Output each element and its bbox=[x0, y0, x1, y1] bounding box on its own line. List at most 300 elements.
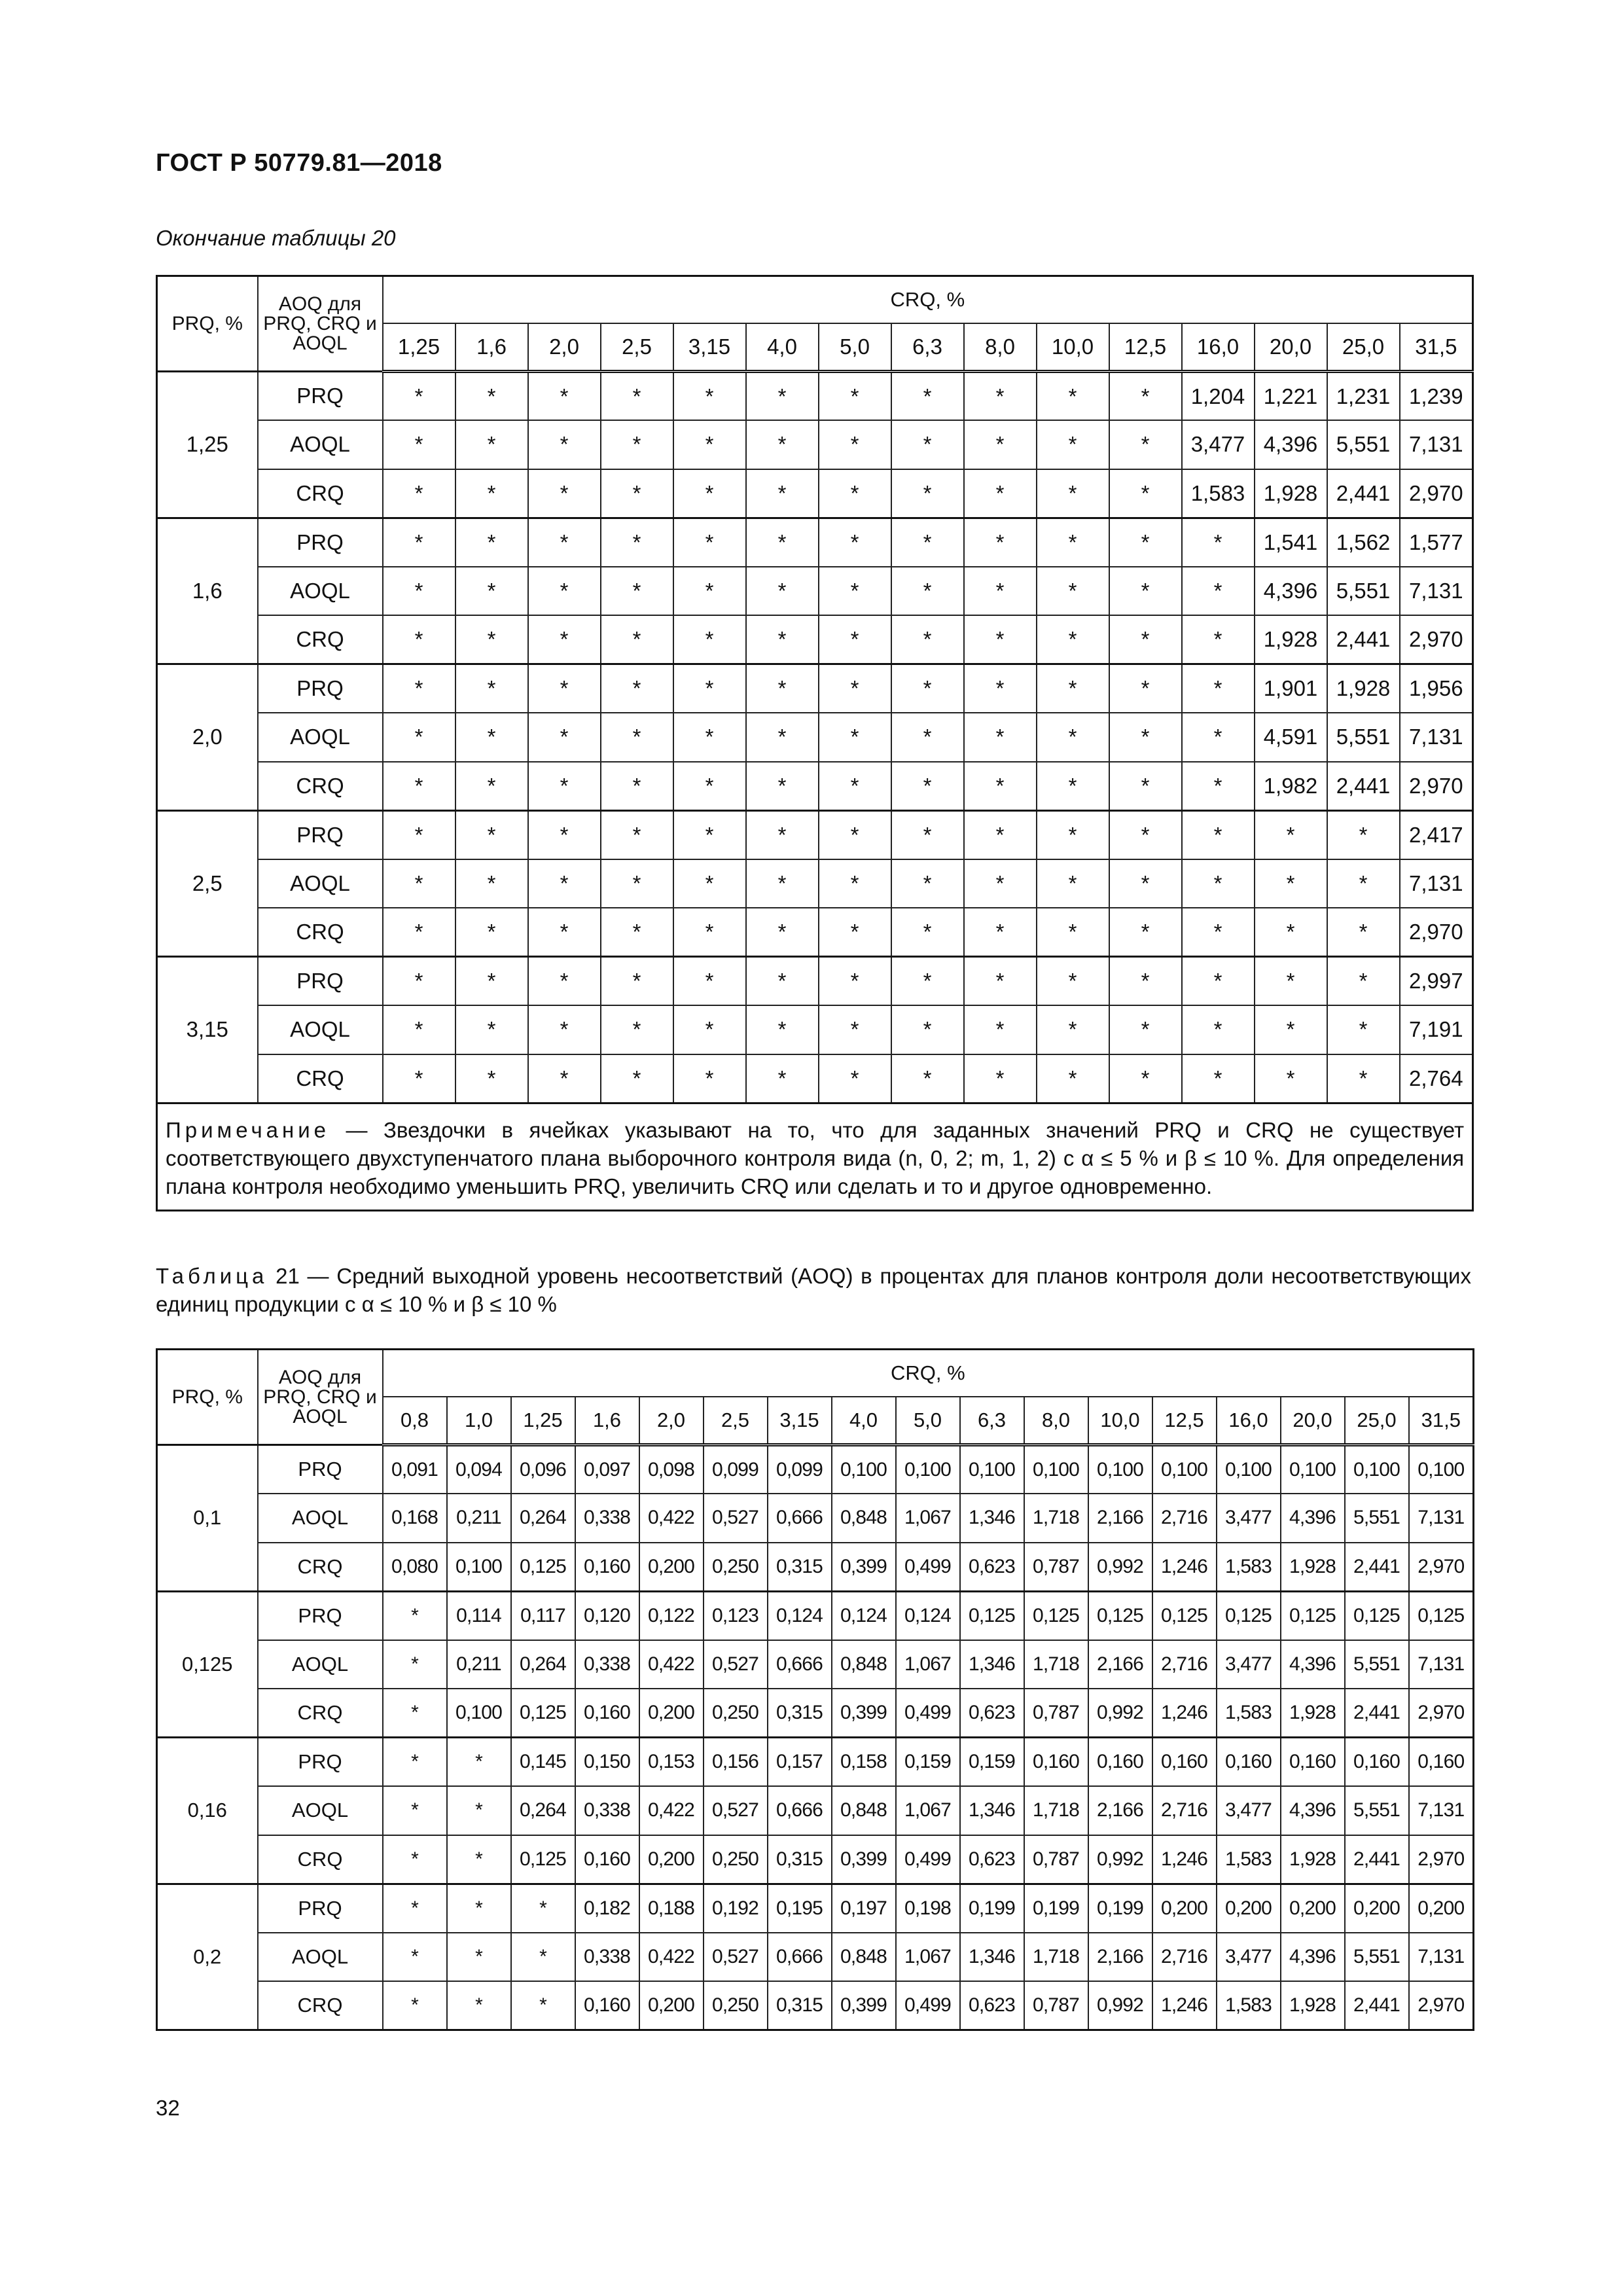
table-cell: 0,125 bbox=[1088, 1591, 1152, 1640]
table-row bbox=[157, 1640, 1474, 1689]
crq-column-header: 8,0 bbox=[964, 323, 1037, 372]
crq-column-header: 20,0 bbox=[1281, 1397, 1345, 1445]
table-cell: 1,239 bbox=[1400, 372, 1473, 421]
table-row bbox=[157, 372, 1473, 421]
table-cell: * bbox=[528, 1054, 601, 1103]
table-cell: 0,100 bbox=[447, 1543, 511, 1592]
table-cell: 0,195 bbox=[768, 1884, 832, 1933]
table-cell: 0,499 bbox=[896, 1543, 960, 1592]
prq-group-value: 0,2 bbox=[157, 1884, 258, 2030]
table-cell: 0,160 bbox=[1024, 1738, 1088, 1787]
table-cell: 0,623 bbox=[960, 1689, 1024, 1738]
table-cell: * bbox=[964, 372, 1037, 421]
table-cell: * bbox=[528, 615, 601, 664]
table-cell: * bbox=[383, 1640, 447, 1689]
table-cell: * bbox=[1182, 518, 1255, 567]
table-cell: 0,192 bbox=[704, 1884, 768, 1933]
table-cell: * bbox=[1327, 957, 1400, 1006]
table-cell: * bbox=[528, 908, 601, 957]
table-cell: * bbox=[746, 567, 819, 616]
table-cell: * bbox=[1182, 762, 1255, 811]
table-cell: 0,848 bbox=[832, 1494, 896, 1543]
table-cell: 0,168 bbox=[383, 1494, 447, 1543]
table-cell: * bbox=[746, 908, 819, 957]
table-cell: 2,716 bbox=[1152, 1494, 1217, 1543]
table-cell: * bbox=[964, 518, 1037, 567]
table-cell: 4,396 bbox=[1255, 420, 1327, 469]
row-label: PRQ bbox=[258, 957, 383, 1006]
table-cell: 0,160 bbox=[1152, 1738, 1217, 1787]
table-cell: * bbox=[1182, 957, 1255, 1006]
table-cell: 1,956 bbox=[1400, 664, 1473, 713]
table-cell: 0,153 bbox=[639, 1738, 704, 1787]
crq-column-header: 1,25 bbox=[511, 1397, 575, 1445]
table-cell: 2,970 bbox=[1409, 1543, 1474, 1592]
table-cell: * bbox=[1037, 713, 1109, 762]
table-row bbox=[157, 518, 1473, 567]
crq-column-header: 3,15 bbox=[673, 323, 746, 372]
table-cell: * bbox=[383, 957, 455, 1006]
crq-column-header: 0,8 bbox=[383, 1397, 447, 1445]
table-cell: * bbox=[1037, 469, 1109, 518]
table-cell: 0,787 bbox=[1024, 1981, 1088, 2030]
table-cell: * bbox=[528, 372, 601, 421]
row-label: CRQ bbox=[258, 469, 383, 518]
table-cell: 0,159 bbox=[960, 1738, 1024, 1787]
row-label: CRQ bbox=[258, 1543, 383, 1592]
table-cell: 0,125 bbox=[1024, 1591, 1088, 1640]
table-cell: 2,716 bbox=[1152, 1933, 1217, 1982]
table-cell: 0,160 bbox=[1345, 1738, 1409, 1787]
crq-column-header: 12,5 bbox=[1152, 1397, 1217, 1445]
table-cell: * bbox=[746, 469, 819, 518]
row-label: PRQ bbox=[258, 664, 383, 713]
row-label: AOQL bbox=[258, 1494, 383, 1543]
crq-column-header: 5,0 bbox=[819, 323, 891, 372]
table-cell: * bbox=[964, 615, 1037, 664]
table-cell: * bbox=[447, 1786, 511, 1835]
table-cell: 2,970 bbox=[1400, 762, 1473, 811]
row-label: CRQ bbox=[258, 1835, 383, 1884]
table-cell: * bbox=[447, 1835, 511, 1884]
crq-column-header: 10,0 bbox=[1037, 323, 1109, 372]
table-cell: * bbox=[601, 615, 673, 664]
table-cell: 0,848 bbox=[832, 1640, 896, 1689]
table-cell: 3,477 bbox=[1217, 1786, 1281, 1835]
table-cell: * bbox=[383, 762, 455, 811]
row-label: AOQL bbox=[258, 420, 383, 469]
table-cell: 1,718 bbox=[1024, 1640, 1088, 1689]
crq-column-header: 8,0 bbox=[1024, 1397, 1088, 1445]
table-cell: * bbox=[891, 518, 964, 567]
table-cell: 1,583 bbox=[1217, 1835, 1281, 1884]
table-cell: * bbox=[819, 372, 891, 421]
table-cell: * bbox=[673, 810, 746, 859]
table-cell: * bbox=[383, 518, 455, 567]
table-cell: * bbox=[891, 810, 964, 859]
table-cell: 0,527 bbox=[704, 1640, 768, 1689]
table-row bbox=[157, 1494, 1474, 1543]
table-cell: 1,718 bbox=[1024, 1494, 1088, 1543]
table-cell: * bbox=[383, 810, 455, 859]
header-crq: CRQ, % bbox=[383, 276, 1473, 323]
table-cell: * bbox=[1182, 1054, 1255, 1103]
crq-column-header: 20,0 bbox=[1255, 323, 1327, 372]
row-label: PRQ bbox=[258, 1738, 383, 1787]
crq-column-header: 16,0 bbox=[1217, 1397, 1281, 1445]
row-label: CRQ bbox=[258, 908, 383, 957]
table-cell: 1,246 bbox=[1152, 1543, 1217, 1592]
table-cell: 1,928 bbox=[1327, 664, 1400, 713]
table-cell: * bbox=[891, 713, 964, 762]
table-cell: 0,197 bbox=[832, 1884, 896, 1933]
table-row bbox=[157, 859, 1473, 908]
table-cell: 1,928 bbox=[1255, 615, 1327, 664]
table-cell: * bbox=[1327, 1005, 1400, 1054]
table-cell: * bbox=[891, 957, 964, 1006]
table-cell: 7,131 bbox=[1400, 713, 1473, 762]
row-label: AOQL bbox=[258, 859, 383, 908]
table-cell: * bbox=[1037, 908, 1109, 957]
table-cell: 0,156 bbox=[704, 1738, 768, 1787]
table-cell: 2,166 bbox=[1088, 1494, 1152, 1543]
table-row bbox=[157, 420, 1473, 469]
table-cell: * bbox=[891, 567, 964, 616]
table-cell: * bbox=[383, 1005, 455, 1054]
table-cell: * bbox=[383, 1835, 447, 1884]
table-cell: * bbox=[383, 567, 455, 616]
table-cell: * bbox=[383, 1933, 447, 1982]
prq-group-value: 3,15 bbox=[157, 957, 258, 1103]
table-cell: 0,125 bbox=[1345, 1591, 1409, 1640]
crq-column-header: 1,0 bbox=[447, 1397, 511, 1445]
table-cell: 2,441 bbox=[1345, 1543, 1409, 1592]
table-cell: * bbox=[673, 762, 746, 811]
table-cell: 1,067 bbox=[896, 1933, 960, 1982]
crq-column-header: 3,15 bbox=[768, 1397, 832, 1445]
table-cell: 3,477 bbox=[1217, 1640, 1281, 1689]
table-cell: 7,191 bbox=[1400, 1005, 1473, 1054]
table-cell: 0,100 bbox=[896, 1445, 960, 1494]
table-row bbox=[157, 762, 1473, 811]
table-cell: * bbox=[891, 372, 964, 421]
table-cell: * bbox=[1109, 1054, 1182, 1103]
table-cell: * bbox=[1109, 762, 1182, 811]
table-cell: 0,200 bbox=[1281, 1884, 1345, 1933]
table-cell: * bbox=[673, 713, 746, 762]
table-cell: * bbox=[1327, 1054, 1400, 1103]
table-cell: * bbox=[455, 713, 528, 762]
crq-column-header: 1,6 bbox=[455, 323, 528, 372]
table-cell: 2,970 bbox=[1409, 1981, 1474, 2030]
table-cell: * bbox=[528, 762, 601, 811]
table-cell: 0,250 bbox=[704, 1835, 768, 1884]
table-cell: * bbox=[528, 518, 601, 567]
table-cell: * bbox=[1037, 957, 1109, 1006]
table-cell: 0,100 bbox=[1217, 1445, 1281, 1494]
table-cell: 0,338 bbox=[575, 1786, 639, 1835]
table-cell: * bbox=[891, 1005, 964, 1054]
table-cell: * bbox=[1255, 908, 1327, 957]
table-cell: 0,787 bbox=[1024, 1689, 1088, 1738]
table-row bbox=[157, 567, 1473, 616]
table-row bbox=[157, 810, 1473, 859]
table-cell: 0,100 bbox=[1409, 1445, 1474, 1494]
table-cell: 2,417 bbox=[1400, 810, 1473, 859]
table-cell: * bbox=[746, 664, 819, 713]
table-cell: * bbox=[891, 1054, 964, 1103]
table-row bbox=[157, 1835, 1474, 1884]
crq-column-header: 2,0 bbox=[639, 1397, 704, 1445]
table-cell: * bbox=[746, 1054, 819, 1103]
table-cell: * bbox=[1109, 420, 1182, 469]
table-cell: 0,264 bbox=[511, 1640, 575, 1689]
table-cell: * bbox=[673, 372, 746, 421]
table-cell: 0,124 bbox=[768, 1591, 832, 1640]
table-cell: * bbox=[601, 1005, 673, 1054]
table-cell: * bbox=[455, 908, 528, 957]
table-cell: * bbox=[964, 957, 1037, 1006]
row-label: PRQ bbox=[258, 1884, 383, 1933]
table-cell: * bbox=[601, 713, 673, 762]
table-cell: 2,441 bbox=[1327, 615, 1400, 664]
crq-column-header: 1,6 bbox=[575, 1397, 639, 1445]
row-label: CRQ bbox=[258, 762, 383, 811]
table-cell: * bbox=[819, 1054, 891, 1103]
table-row bbox=[157, 1689, 1474, 1738]
table-cell: 0,114 bbox=[447, 1591, 511, 1640]
table-cell: 2,997 bbox=[1400, 957, 1473, 1006]
table-cell: 0,848 bbox=[832, 1933, 896, 1982]
header-row bbox=[157, 1350, 1474, 1397]
header-aoq: AOQ для PRQ, CRQ и AOQL bbox=[258, 276, 383, 372]
table-cell: * bbox=[383, 1591, 447, 1640]
table-cell: * bbox=[528, 957, 601, 1006]
table-cell: 0,992 bbox=[1088, 1981, 1152, 2030]
row-label: PRQ bbox=[258, 1445, 383, 1494]
table-cell: * bbox=[819, 469, 891, 518]
crq-column-header: 25,0 bbox=[1327, 323, 1400, 372]
table-cell: 1,928 bbox=[1281, 1689, 1345, 1738]
table-cell: * bbox=[673, 908, 746, 957]
table-cell: * bbox=[1255, 957, 1327, 1006]
table-cell: 0,527 bbox=[704, 1786, 768, 1835]
table-cell: * bbox=[819, 908, 891, 957]
table-cell: 2,970 bbox=[1409, 1835, 1474, 1884]
table-cell: * bbox=[528, 713, 601, 762]
table-cell: * bbox=[1109, 810, 1182, 859]
table-cell: * bbox=[383, 713, 455, 762]
table-cell: * bbox=[601, 1054, 673, 1103]
table-cell: 0,160 bbox=[575, 1689, 639, 1738]
table-cell: 0,099 bbox=[768, 1445, 832, 1494]
table-cell: * bbox=[383, 1786, 447, 1835]
table-cell: 0,315 bbox=[768, 1689, 832, 1738]
table-cell: 0,264 bbox=[511, 1786, 575, 1835]
table-cell: * bbox=[964, 713, 1037, 762]
table-cell: * bbox=[673, 420, 746, 469]
table-row bbox=[157, 1933, 1474, 1982]
table-cell: 0,157 bbox=[768, 1738, 832, 1787]
table-cell: 0,120 bbox=[575, 1591, 639, 1640]
table-cell: 0,125 bbox=[1152, 1591, 1217, 1640]
table-cell: * bbox=[601, 664, 673, 713]
table-cell: * bbox=[1182, 859, 1255, 908]
table-cell: 1,346 bbox=[960, 1786, 1024, 1835]
row-label: CRQ bbox=[258, 1054, 383, 1103]
table-cell: 0,250 bbox=[704, 1543, 768, 1592]
table-cell: 5,551 bbox=[1345, 1640, 1409, 1689]
table-cell: * bbox=[1109, 664, 1182, 713]
table-cell: * bbox=[1182, 1005, 1255, 1054]
table-cell: 1,231 bbox=[1327, 372, 1400, 421]
table-cell: 0,160 bbox=[1281, 1738, 1345, 1787]
table-cell: 0,623 bbox=[960, 1981, 1024, 2030]
table-cell: 1,067 bbox=[896, 1494, 960, 1543]
table-cell: * bbox=[1037, 1054, 1109, 1103]
table-cell: 0,099 bbox=[704, 1445, 768, 1494]
table-cell: 0,182 bbox=[575, 1884, 639, 1933]
table-cell: 2,716 bbox=[1152, 1640, 1217, 1689]
table-cell: * bbox=[1109, 567, 1182, 616]
table-cell: * bbox=[1182, 567, 1255, 616]
table-cell: * bbox=[601, 859, 673, 908]
table-cell: * bbox=[383, 615, 455, 664]
table-note bbox=[157, 1103, 1473, 1210]
table-cell: 1,541 bbox=[1255, 518, 1327, 567]
table-cell: * bbox=[455, 1054, 528, 1103]
table-cell: * bbox=[447, 1933, 511, 1982]
prq-group-value: 0,125 bbox=[157, 1591, 258, 1738]
table-cell: * bbox=[1037, 567, 1109, 616]
crq-column-header: 5,0 bbox=[896, 1397, 960, 1445]
crq-column-header: 12,5 bbox=[1109, 323, 1182, 372]
table-cell: * bbox=[447, 1738, 511, 1787]
table-cell: 0,200 bbox=[639, 1689, 704, 1738]
table-cell: * bbox=[964, 567, 1037, 616]
table-cell: 1,577 bbox=[1400, 518, 1473, 567]
table-cell: 0,097 bbox=[575, 1445, 639, 1494]
table-cell: * bbox=[819, 713, 891, 762]
row-label: CRQ bbox=[258, 1689, 383, 1738]
table-cell: 7,131 bbox=[1409, 1933, 1474, 1982]
table-cell: 1,928 bbox=[1281, 1543, 1345, 1592]
table-cell: 0,315 bbox=[768, 1981, 832, 2030]
table-cell: * bbox=[891, 664, 964, 713]
table-cell: * bbox=[1037, 1005, 1109, 1054]
table-cell: * bbox=[601, 518, 673, 567]
table-cell: 2,166 bbox=[1088, 1786, 1152, 1835]
crq-column-header: 31,5 bbox=[1409, 1397, 1474, 1445]
row-label: PRQ bbox=[258, 1591, 383, 1640]
row-label: AOQL bbox=[258, 1005, 383, 1054]
table-cell: * bbox=[447, 1981, 511, 2030]
table-cell: 0,145 bbox=[511, 1738, 575, 1787]
table-cell: 0,527 bbox=[704, 1494, 768, 1543]
row-label: AOQL bbox=[258, 1933, 383, 1982]
table-cell: 0,125 bbox=[1217, 1591, 1281, 1640]
table-row bbox=[157, 1005, 1473, 1054]
table-20 bbox=[156, 275, 1474, 1211]
table-cell: * bbox=[1182, 664, 1255, 713]
table-cell: 0,100 bbox=[960, 1445, 1024, 1494]
table-cell: 0,200 bbox=[639, 1981, 704, 2030]
table-cell: * bbox=[1109, 372, 1182, 421]
prq-group-value: 1,6 bbox=[157, 518, 258, 664]
table-cell: 0,160 bbox=[575, 1835, 639, 1884]
row-label: PRQ bbox=[258, 810, 383, 859]
table-cell: * bbox=[891, 469, 964, 518]
table-cell: * bbox=[673, 1054, 746, 1103]
table-cell: * bbox=[601, 420, 673, 469]
crq-column-header: 25,0 bbox=[1345, 1397, 1409, 1445]
table-cell: 0,199 bbox=[960, 1884, 1024, 1933]
table-cell: 0,160 bbox=[575, 1981, 639, 2030]
table-cell: * bbox=[746, 957, 819, 1006]
table-cell: 0,848 bbox=[832, 1786, 896, 1835]
note-row bbox=[157, 1103, 1473, 1210]
table-cell: * bbox=[455, 420, 528, 469]
table-cell: * bbox=[1327, 859, 1400, 908]
table-cell: * bbox=[1109, 469, 1182, 518]
table-cell: 0,992 bbox=[1088, 1835, 1152, 1884]
table-cell: 4,396 bbox=[1281, 1933, 1345, 1982]
table-cell: 0,122 bbox=[639, 1591, 704, 1640]
table-cell: 0,399 bbox=[832, 1981, 896, 2030]
table-cell: * bbox=[511, 1884, 575, 1933]
table-cell: * bbox=[528, 664, 601, 713]
table-cell: 4,396 bbox=[1281, 1786, 1345, 1835]
row-label: AOQL bbox=[258, 1640, 383, 1689]
table-cell: 2,970 bbox=[1400, 469, 1473, 518]
table-cell: * bbox=[1037, 615, 1109, 664]
table-cell: 1,246 bbox=[1152, 1835, 1217, 1884]
table-cell: 0,666 bbox=[768, 1494, 832, 1543]
crq-column-header: 16,0 bbox=[1182, 323, 1255, 372]
table-cell: * bbox=[819, 615, 891, 664]
table-cell: * bbox=[383, 1981, 447, 2030]
table-cell: 0,338 bbox=[575, 1640, 639, 1689]
crq-column-header: 2,5 bbox=[704, 1397, 768, 1445]
prq-group-value: 2,5 bbox=[157, 810, 258, 957]
table-cell: 0,338 bbox=[575, 1494, 639, 1543]
table-cell: 0,422 bbox=[639, 1494, 704, 1543]
table-cell: * bbox=[964, 1054, 1037, 1103]
table-cell: * bbox=[455, 859, 528, 908]
table-cell: * bbox=[528, 1005, 601, 1054]
table-cell: 0,200 bbox=[639, 1543, 704, 1592]
row-label: CRQ bbox=[258, 1981, 383, 2030]
header-prq: PRQ, % bbox=[157, 1350, 258, 1445]
table-cell: * bbox=[383, 664, 455, 713]
crq-column-header: 2,5 bbox=[601, 323, 673, 372]
table-cell: * bbox=[455, 615, 528, 664]
table-cell: * bbox=[455, 1005, 528, 1054]
row-label: CRQ bbox=[258, 615, 383, 664]
note-text: — Звездочки в ячейках указывают на то, что для заданных значений PRQ и CRQ не существует соответствующего двухступенчатого плана выборочного контроля вида (n, 0, 2; m, 1, 2) с α ≤ 5 % и β ≤ 10 %. Для определения плана контроля необходимо уменьшить PRQ, увеличить CRQ или сделать и то и другое одновременно. bbox=[166, 1117, 1465, 1198]
table-cell: 0,100 bbox=[447, 1689, 511, 1738]
table-cell: 4,591 bbox=[1255, 713, 1327, 762]
table-cell: 2,970 bbox=[1400, 908, 1473, 957]
table-cell: * bbox=[819, 810, 891, 859]
table-cell: 0,125 bbox=[511, 1689, 575, 1738]
crq-column-header: 1,25 bbox=[383, 323, 455, 372]
table-cell: * bbox=[1037, 518, 1109, 567]
table-cell: 0,125 bbox=[960, 1591, 1024, 1640]
table-cell: 0,160 bbox=[1217, 1738, 1281, 1787]
table-cell: 0,315 bbox=[768, 1543, 832, 1592]
table20-caption: Окончание таблицы 20 bbox=[156, 226, 396, 250]
